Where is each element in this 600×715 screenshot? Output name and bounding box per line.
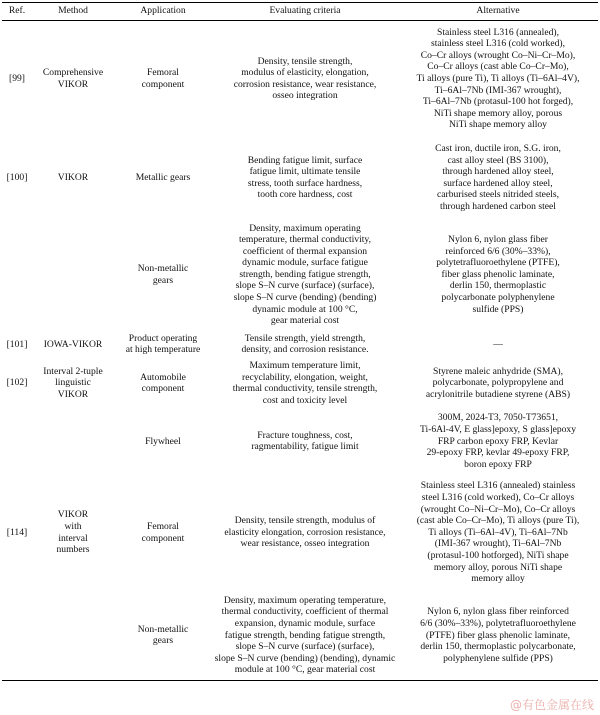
criteria-text: Tensile strength, yield strength, density, and corrosion resistance. bbox=[241, 332, 369, 356]
cell-ref bbox=[2, 591, 32, 681]
cell-ref bbox=[2, 137, 32, 219]
application-text: Femoral component bbox=[141, 67, 185, 90]
ref-text: [101] bbox=[6, 338, 28, 350]
application-text: Non-metallic gears bbox=[137, 263, 189, 286]
cell-ref bbox=[2, 358, 32, 408]
alternative-text: 300M, 2024-T3, 7050-T73651, Ti-6Al-4V, E glass]epoxy, S glass]epoxy FRP carbon epoxy FRP, Kevlar 29-epoxy FRP, kevlar 49-epoxy FRP, boron epoxy FRP bbox=[419, 412, 577, 470]
alternative-text: Styrene maleic anhydride (SMA), polycarbonate, polypropylene and acrylonitrile butadiene styrene (ABS) bbox=[425, 365, 571, 401]
method-text: VIKOR bbox=[57, 171, 89, 183]
application-text: Flywheel bbox=[145, 435, 181, 447]
cell-method bbox=[32, 20, 114, 137]
ref-text: [114] bbox=[6, 526, 28, 538]
header-alternative: Alternative bbox=[398, 3, 598, 21]
cell-ref bbox=[2, 408, 32, 474]
header-application: Application bbox=[114, 3, 212, 21]
cell-alternative bbox=[398, 20, 598, 137]
cell-criteria bbox=[212, 408, 398, 474]
cell-application bbox=[114, 358, 212, 408]
cell-criteria bbox=[212, 219, 398, 331]
cell-criteria bbox=[212, 358, 398, 408]
table-header-row bbox=[2, 3, 598, 21]
table-row bbox=[2, 358, 598, 408]
cell-criteria bbox=[212, 20, 398, 137]
cell-criteria bbox=[212, 591, 398, 681]
cell-ref bbox=[2, 331, 32, 358]
watermark-text: @有色金属在线 bbox=[509, 698, 594, 712]
cell-alternative bbox=[398, 408, 598, 474]
application-text: Product operating at high temperature bbox=[125, 332, 201, 356]
ref-text: [102] bbox=[6, 377, 28, 389]
application-text: Automobile component bbox=[140, 371, 186, 395]
cell-application bbox=[114, 474, 212, 590]
application-text: Femoral component bbox=[141, 520, 185, 544]
cell-ref bbox=[2, 20, 32, 137]
table-row bbox=[2, 331, 598, 358]
cell-method bbox=[32, 219, 114, 331]
header-method: Method bbox=[32, 3, 114, 21]
ref-text: [100] bbox=[6, 171, 28, 183]
cell-application bbox=[114, 20, 212, 137]
criteria-text: Fracture toughness, cost, ragmentability, fatigue limit bbox=[251, 429, 359, 453]
header-ref: Ref. bbox=[2, 3, 32, 21]
cell-method bbox=[32, 408, 114, 474]
cell-ref bbox=[2, 219, 32, 331]
table-row bbox=[2, 20, 598, 137]
cell-application bbox=[114, 137, 212, 219]
alternative-text: Stainless steel L316 (annealed), stainless steel L316 (cold worked), Co–Cr alloys (wrought Co–Ni–Cr–Mo), Co–Cr alloys (cast able Co–Cr–Mo), Ti alloys (pure Ti), Ti alloys (Ti–6Al–4V), Ti–6Al–7Nb (IMI-367 wrought), Ti–6Al–7Nb (protasul-100 hot forged), NiTi shape memory alloy, porous NiTi shape memory alloy bbox=[416, 26, 580, 131]
criteria-text: Maximum temperature limit, recyclability, elongation, weight, thermal conductivity, tensile strength, cost and toxicity level bbox=[232, 360, 378, 406]
cell-alternative bbox=[398, 137, 598, 219]
table-row bbox=[2, 408, 598, 474]
cell-application bbox=[114, 219, 212, 331]
cell-criteria bbox=[212, 137, 398, 219]
alternative-text: Nylon 6, nylon glass fiber reinforced 6/6 (30%–33%), polytetrafluoroethylene (PTFE), fiber glass phenolic laminate, derlin 150, thermoplastic polycarbonate polyphenylene sulfide (PPS) bbox=[436, 234, 560, 315]
method-text: VIKOR with interval numbers bbox=[56, 509, 90, 556]
method-text: Interval 2-tuple linguistic VIKOR bbox=[43, 365, 103, 401]
method-text: Comprehensive VIKOR bbox=[42, 67, 104, 90]
cell-criteria bbox=[212, 331, 398, 358]
cell-application bbox=[114, 408, 212, 474]
method-text: IOWA-VIKOR bbox=[43, 338, 103, 350]
alternative-text: Stainless steel L316 (annealed) stainless steel L316 (cold worked), Co–Cr alloys (wrought Co–Ni–Cr–Mo), Co–Cr alloys (cast able Co–Cr–Mo), Ti alloys (pure Ti), Ti alloys (Ti–6Al–4V), Ti–6Al–7Nb (IMI-367 wrought), Ti–6Al–7Nb (protasul-100 hotforged), NiTi shape memory alloy, porous NiTi shape memory alloy bbox=[416, 480, 580, 585]
criteria-text: Density, maximum operating temperature, thermal conductivity, coefficient of thermal expansion dynamic module, surface fatigue strength, bending fatigue strength, slope S–N curve (surface) (surface), slope S–N curve (bending) (bending) dynamic module at 100 °C, gear material cost bbox=[233, 222, 377, 327]
criteria-text: Density, tensile strength, modulus of elasticity, elongation, corrosion resistance, wear resistance, osseo integration bbox=[233, 55, 377, 102]
table-row bbox=[2, 219, 598, 331]
cell-ref bbox=[2, 474, 32, 590]
criteria-text: Density, tensile strength, modulus of elasticity elongation, corrosion resistance, wear resistance, osseo integration bbox=[224, 515, 386, 550]
cell-method bbox=[32, 331, 114, 358]
cell-application bbox=[114, 331, 212, 358]
table-row bbox=[2, 137, 598, 219]
cell-method bbox=[32, 358, 114, 408]
cell-application bbox=[114, 591, 212, 681]
cell-alternative bbox=[398, 474, 598, 590]
alternative-text: Cast iron, ductile iron, S.G. iron, cast alloy steel (BS 3100), through hardened alloy steel, surface hardened alloy steel, carburised steels nitrided steels, through hardened carbon steel bbox=[435, 142, 561, 212]
vikor-comparison-table bbox=[2, 2, 598, 681]
cell-criteria bbox=[212, 474, 398, 590]
criteria-text: Bending fatigue limit, surface fatigue limit, ultimate tensile stress, tooth surface hardness, tooth core hardness, cost bbox=[247, 154, 363, 201]
cell-alternative bbox=[398, 219, 598, 331]
cell-alternative bbox=[398, 358, 598, 408]
alternative-text: Nylon 6, nylon glass fiber reinforced 6/6 (30%–33%), polytetrafluoroethylene (PTFE) fiber glass phenolic laminate, derlin 150, thermoplastic polycarbonate, polyphenylene sulfide (PPS) bbox=[420, 606, 576, 664]
cell-alternative bbox=[398, 591, 598, 681]
cell-alternative bbox=[398, 331, 598, 358]
table-row bbox=[2, 591, 598, 681]
table-row bbox=[2, 474, 598, 590]
alternative-text: — bbox=[493, 338, 503, 350]
cell-method bbox=[32, 591, 114, 681]
application-text: Metallic gears bbox=[135, 171, 191, 183]
application-text: Non-metallic gears bbox=[137, 623, 189, 647]
cell-method bbox=[32, 474, 114, 590]
cell-method bbox=[32, 137, 114, 219]
header-evaluating-criteria: Evaluating criteria bbox=[212, 3, 398, 21]
ref-text: [99] bbox=[9, 72, 25, 84]
criteria-text: Density, maximum operating temperature, thermal conductivity, coefficient of thermal expansion, dynamic module, surface fatigue strength, bending fatigue strength, slope S–N curve (surface) (surface), slope S–N curve (bending) (bending), dynamic module at 100 °C, gear material cost bbox=[214, 594, 396, 676]
